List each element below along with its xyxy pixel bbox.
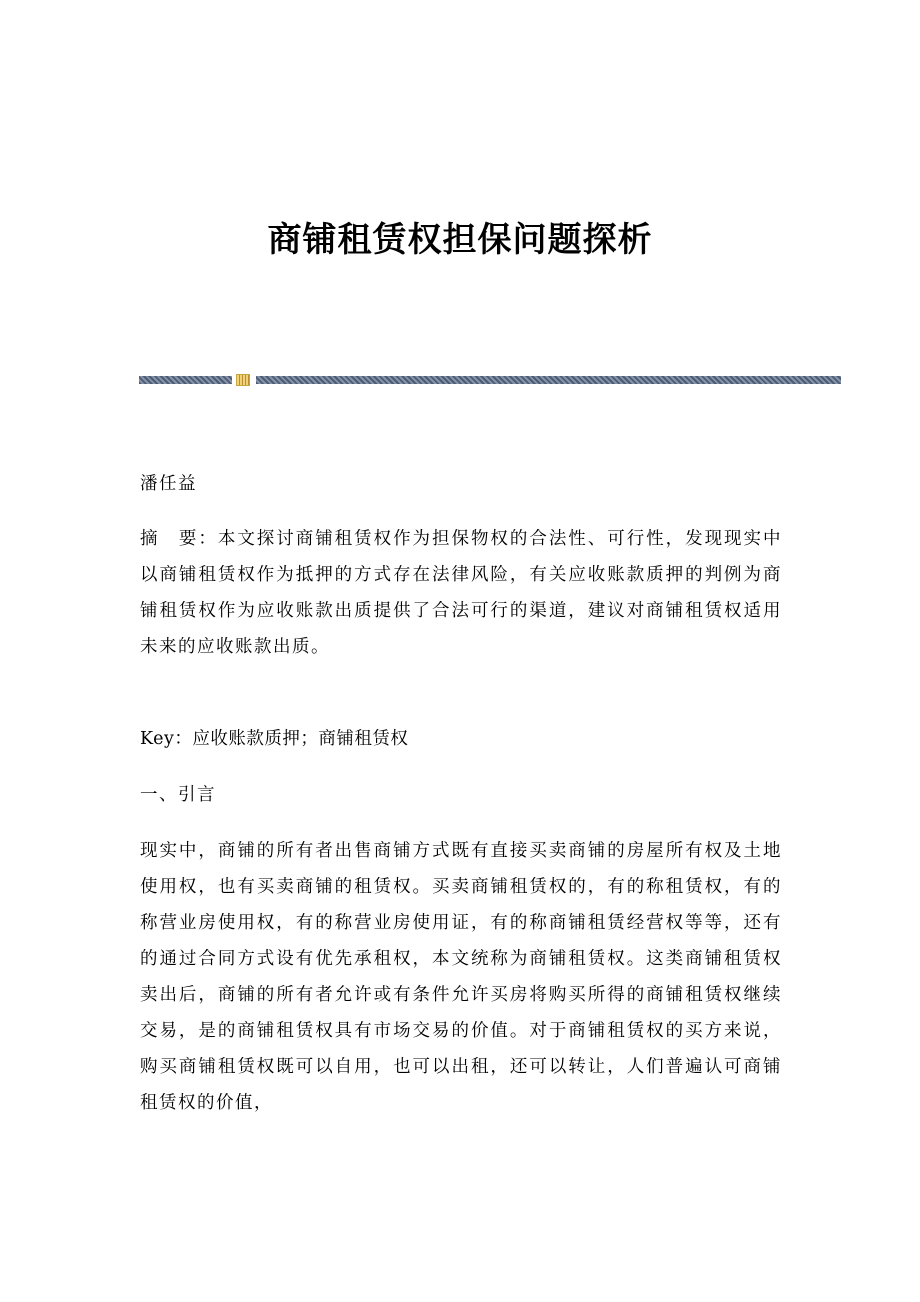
abstract-paragraph: 摘 要：本文探讨商铺租赁权作为担保物权的合法性、可行性，发现现实中以商铺租赁权作为抵押的方式存在法律风险，有关应收账款质押的判例为商铺租赁权作为应收账款出质提供了合法可行的渠道，建议对商铺租赁权适用未来的应收账款出质。 (140, 529, 782, 657)
section-heading: 一、引言 (140, 785, 216, 805)
title-divider (139, 374, 841, 386)
divider-bar-left (139, 376, 232, 384)
body-paragraph: 现实中，商铺的所有者出售商铺方式既有直接买卖商铺的房屋所有权及土地使用权，也有买卖商铺的租赁权。买卖商铺租赁权的，有的称租赁权，有的称营业房使用权，有的称营业房使用证，有的称商铺租赁经营权等等，还有的通过合同方式设有优先承租权，本文统称为商铺租赁权。这类商铺租赁权卖出后，商铺的所有者允许或有条件允许买房将购买所得的商铺租赁权继续交易，是的商铺租赁权具有市场交易的价值。对于商铺租赁权的买方来说，购买商铺租赁权既可以自用，也可以出租，还可以转让，人们普遍认可商铺租赁权的价值， (140, 841, 782, 1113)
divider-bar-right (256, 376, 841, 384)
divider-ornament-icon (236, 374, 250, 386)
document-title: 商铺租赁权担保问题探析 (267, 220, 653, 260)
author-name: 潘任益 (140, 474, 197, 494)
keywords-line: Key：应收账款质押；商铺租赁权 (140, 729, 409, 749)
